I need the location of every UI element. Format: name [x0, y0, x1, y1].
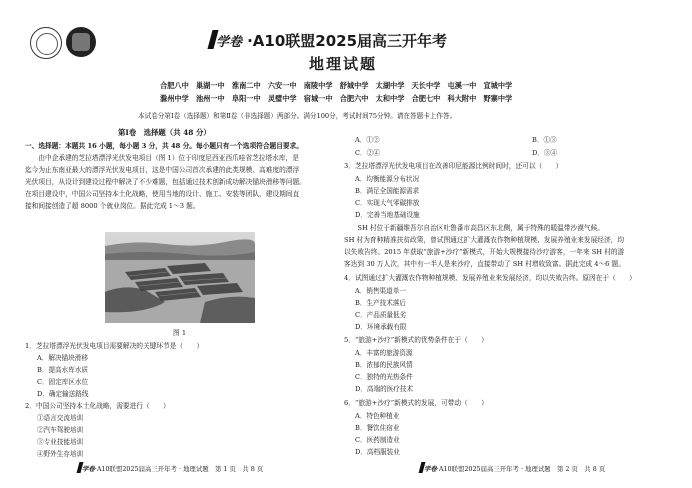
exam-note: 本试卷分第Ⅰ卷（选择题）和第Ⅱ卷（非选择题）两部分。满分100分，考试时间75分钟。请在答题卡上作答。 — [138, 112, 457, 120]
school-seal-left — [30, 27, 62, 59]
passage-line: 光伏项目，从设计到建设过程中解决了不少难题，包括通过技术创新成功解决锚块滑移等问题。 — [25, 178, 306, 187]
part-title: 第Ⅰ卷 选择题（共 48 分） — [118, 128, 211, 137]
q6-option-c[interactable]: C．医药制造业 — [355, 436, 400, 444]
figure-1-photo — [105, 232, 255, 323]
passage-1 — [25, 152, 306, 212]
passage-line: 迄今为止东南亚最大的漂浮光伏发电项目，这是中国公司首次承建的此类规模、高难度的漂浮 — [25, 166, 300, 175]
q2-option-c[interactable]: C．②④ — [355, 149, 380, 157]
passage-line: SH 村位于新疆维吾尔自治区吐鲁番市高昌区东北侧，属于特殊的暖温带沙漠气候。 — [344, 224, 604, 232]
q6-option-d[interactable]: D．高档服装业 — [355, 448, 400, 456]
question-3: 3．芝拉塔漂浮光伏发电项目在改善印尼能源比例时间时，还可以（ ） — [344, 162, 563, 170]
q5-option-a[interactable]: A．丰富的旅游资源 — [355, 349, 413, 357]
footer-text: ·A10联盟2025届高三开年考 · 地理试题 第 1 页 共 8 页 — [94, 465, 264, 473]
q1-option-a[interactable]: A．解决锚块滑移 — [37, 354, 88, 362]
passage-line: 接和间接创造了超 8000 个就业岗位。据此完成 1～3 题。 — [25, 202, 200, 211]
passage-line: 由中企承建的芝拉塔漂浮光伏发电项目（图 1）位于印度尼西亚西爪哇省芝拉塔水库，是 — [25, 154, 299, 162]
passage-line: 以失败告终。2015 年获取“旅游+沙疗”新模式，开始大规模接待沙疗游客，一年来 SH 村的游 — [344, 248, 625, 257]
passage-2 — [344, 222, 625, 270]
q4-option-b[interactable]: B．生产技术落后 — [355, 299, 407, 307]
passage-line: 在项目建设中，中国公司坚持本土化战略，使用当地的设计、施工、安装等团队，建设期间直 — [25, 190, 300, 199]
q2-item-2: ②汽车驾驶培训 — [37, 426, 84, 434]
header-title-line — [210, 30, 447, 51]
q5-option-b[interactable]: B．浓郁的民族风情 — [355, 361, 413, 369]
school-seal-right — [66, 27, 96, 57]
q6-option-b[interactable]: B．餐饮住宿业 — [355, 424, 400, 432]
question-4: 4．试图通过扩大灌溉农作物种植规模、发展养殖业来发展经济，均以失败告终。原因在于（ ） — [344, 274, 636, 282]
schools-row-1: 合肥八中 巢湖一中 淮南二中 六安一中 南陵中学 舒城中学 太湖中学 天长中学 屯溪一中 宣城中学 — [160, 81, 513, 90]
q6-option-a[interactable]: A．特色种植业 — [355, 412, 400, 420]
question-6: 6．“旅游+沙疗”新模式的发展，可带动（ ） — [344, 399, 488, 407]
q2-item-4: ④野外生存培训 — [37, 450, 84, 458]
q3-option-b[interactable]: B．满足全国能源需求 — [355, 187, 420, 195]
passage-line: SH 村为育种精准扶贫政策，曾试图通过扩大灌溉农作物种植规模、发展养殖业来发展经济，均 — [344, 236, 625, 245]
q2-option-d[interactable]: D．③④ — [532, 149, 558, 157]
q2-option-a[interactable]: A．①② — [355, 136, 380, 144]
page-footer-left — [78, 462, 263, 473]
q2-option-b[interactable]: B．①③ — [532, 136, 557, 144]
q4-option-a[interactable]: A．销售渠道单一 — [355, 287, 406, 295]
q3-option-d[interactable]: D．完善当地基础设施 — [355, 211, 420, 219]
schools-row-2: 滁州中学 池州一中 阜阳一中 灵璧中学 宿城一中 合肥六中 太和中学 合肥七中 科大附中 野寨中学 — [160, 94, 513, 103]
q3-option-a[interactable]: A．均衡能源分布状况 — [355, 175, 420, 183]
q4-option-c[interactable]: C．产品质量低劣 — [355, 311, 407, 319]
q5-option-c[interactable]: C．独特的光热条件 — [355, 373, 413, 381]
section-instruction: 一、选择题：本题共 16 小题，每小题 3 分，共 48 分。每小题只有一个选项符合题目要求。 — [25, 142, 303, 150]
footer-brand-logo: 学卷 — [78, 465, 95, 473]
exam-title: ·A10联盟2025届高三开年考 — [247, 32, 448, 50]
question-1: 1．芝拉塔漂浮光伏发电项目需要解决的关键环节是（ ） — [25, 342, 204, 350]
q1-option-b[interactable]: B．提高水库水质 — [37, 366, 89, 374]
q4-option-d[interactable]: D．环境承载有限 — [355, 323, 407, 331]
q2-item-3: ③专业技能培训 — [37, 438, 84, 446]
footer-brand-logo: 学卷 — [420, 465, 437, 473]
q3-option-c[interactable]: C．实现大气零碳排放 — [355, 199, 420, 207]
figure-caption: 图 1 — [173, 329, 187, 337]
q2-item-1: ①语言交流培训 — [37, 414, 84, 422]
subject-title: 地理试题 — [309, 55, 378, 73]
page-footer-right — [420, 462, 605, 473]
footer-text: ·A10联盟2025届高三开年考 · 地理试题 第 2 页 共 8 页 — [436, 465, 606, 473]
brand-logo: 学卷 — [210, 30, 242, 51]
q5-option-d[interactable]: D．高端的医疗技术 — [355, 385, 414, 393]
passage-line: 客达到 30 万人次，其中有一半人是来沙疗，直接带动了 SH 村增收致富。据此完成 4～6 题。 — [344, 260, 625, 269]
q1-option-c[interactable]: C．固定库区水位 — [37, 378, 89, 386]
question-5: 5．“旅游+沙疗”新模式的优势条件在于（ ） — [344, 336, 488, 344]
question-2: 2．中国公司坚持本土化战略，需要进行（ ） — [25, 402, 170, 410]
q1-option-d[interactable]: D．确定输送路线 — [37, 390, 89, 398]
